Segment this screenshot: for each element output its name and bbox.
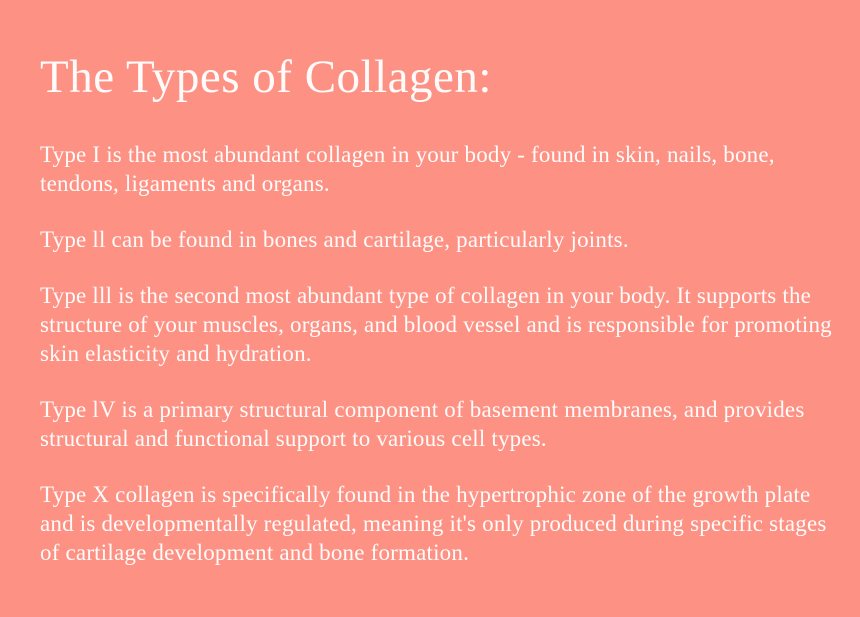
paragraph-type-iii: Type lll is the second most abundant type of collagen in your body. It supports the structure of your muscles, organs, and blood vessel and is responsible for promoting skin elasticity and hydration. [40,283,832,367]
paragraph-type-iv: Type lV is a primary structural component of basement membranes, and provides structural and functional support to various cell types. [40,397,805,452]
paragraph-type-i: Type I is the most abundant collagen in your body - found in skin, nails, bone, tendons, ligaments and organs. [40,142,775,197]
page-title: The Types of Collagen: [40,51,492,103]
paragraph-type-x: Type X collagen is specifically found in the hypertrophic zone of the growth plate and is developmentally regulated, meaning it's only produced during specific stages of cartilage development and bone formation. [40,482,827,566]
paragraph-type-ii: Type ll can be found in bones and cartilage, particularly joints. [40,227,629,253]
